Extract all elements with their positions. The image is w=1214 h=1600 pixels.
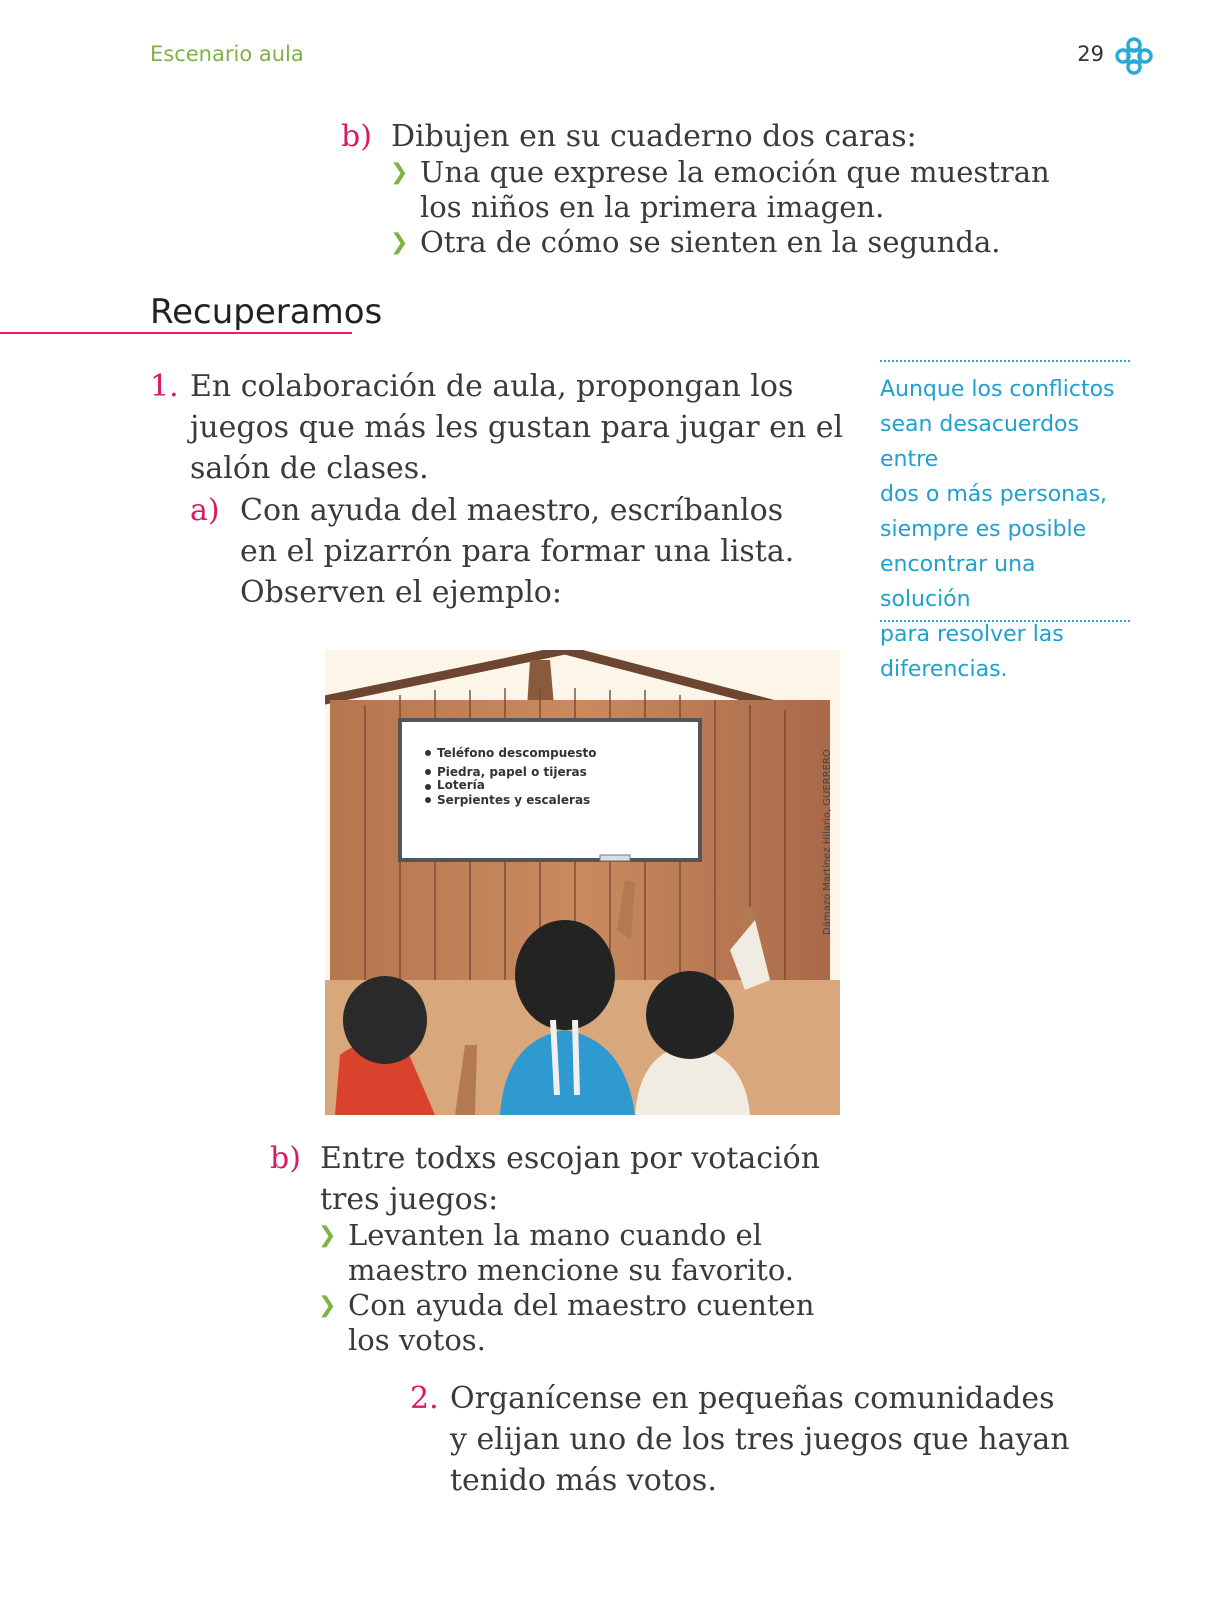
item-marker: b) bbox=[341, 119, 372, 154]
subitem-marker: a) bbox=[190, 493, 220, 528]
chevron-right-icon: ❯ bbox=[318, 1223, 337, 1248]
board-item: Piedra, papel o tijeras bbox=[437, 765, 587, 779]
chevron-right-icon: ❯ bbox=[318, 1293, 337, 1318]
bullet-item: Otra de cómo se sienten en la segunda. bbox=[420, 225, 1001, 259]
side-note: Aunque los conflictos sean desacuerdos entre dos o más personas, siempre es posible encontrar una solución para resolver las diferencias. bbox=[880, 360, 1130, 622]
item-marker: b) bbox=[270, 1141, 301, 1176]
board-item: Serpientes y escaleras bbox=[437, 793, 591, 807]
item-text: En colaboración de aula, propongan los juegos que más les gustan para jugar en el salón de clases. bbox=[190, 369, 844, 486]
board-item: Lotería bbox=[437, 778, 485, 792]
knot-logo-icon bbox=[1114, 36, 1154, 76]
bullet-item: Levanten la mano cuando el maestro mencione su favorito. bbox=[348, 1218, 795, 1287]
bullet-item: Con ayuda del maestro cuenten los votos. bbox=[348, 1288, 815, 1357]
section-divider bbox=[0, 332, 352, 334]
item-marker: 2. bbox=[410, 1381, 439, 1416]
item-text: Dibujen en su cuaderno dos caras: bbox=[391, 119, 917, 154]
bullet-item: Una que exprese la emoción que muestran los niños en la primera imagen. bbox=[420, 155, 1050, 224]
board-item: Teléfono descompuesto bbox=[437, 746, 597, 760]
item-text: Entre todxs escojan por votación tres juegos: bbox=[320, 1141, 821, 1217]
item-text: Organícense en pequeñas comunidades y elijan uno de los tres juegos que hayan tenido más votos. bbox=[450, 1381, 1070, 1498]
illustration-credit: Dámazo Martínez Hilario, GUERRERO bbox=[822, 749, 833, 935]
section-title: Recuperamos bbox=[150, 292, 383, 332]
classroom-illustration bbox=[325, 650, 840, 1115]
section-label: Escenario aula bbox=[150, 42, 304, 66]
item-marker: 1. bbox=[150, 369, 179, 404]
chevron-right-icon: ❯ bbox=[390, 160, 409, 185]
page-number: 29 bbox=[1077, 42, 1104, 66]
subitem-text: Con ayuda del maestro, escríbanlos en el pizarrón para formar una lista. Observen el ejemplo: bbox=[240, 493, 795, 610]
chevron-right-icon: ❯ bbox=[390, 230, 409, 255]
